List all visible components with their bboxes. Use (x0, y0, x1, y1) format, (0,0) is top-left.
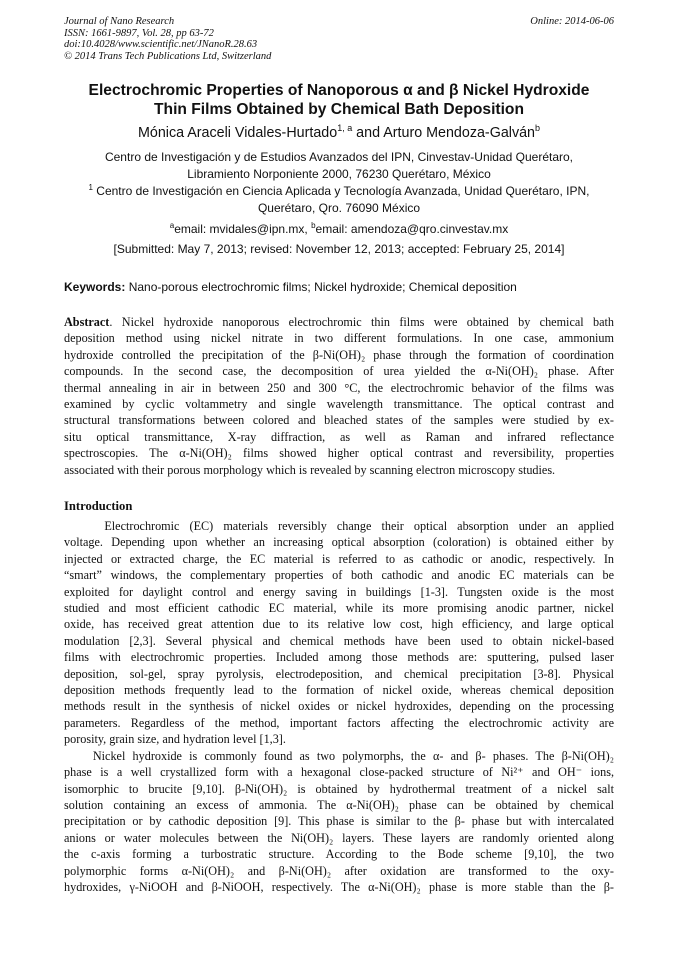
copyright-line: © 2014 Trans Tech Publications Ltd, Switzerland (64, 50, 272, 62)
intro-line: Nickel hydroxide is commonly found as two polymorphs, the α- and β- phases. The β-Ni(OH)₂ (64, 748, 614, 763)
email-a: email: mvidales@ipn.mx, (174, 222, 312, 236)
intro-line: exploited for daylight control and energy saving in buildings [1-3]. Tungsten oxide is the most (64, 584, 614, 599)
affiliation-2-marker: 1 (88, 183, 93, 192)
abstract (64, 314, 614, 478)
intro-line: phase is a well crystallized form with a hexagonal close-packed structure of Ni²⁺ and OH⁻ ions, (64, 765, 614, 780)
intro-line: oxide, has received great attention due to its relative low cost, high efficiency, and large optical (64, 617, 614, 632)
affiliation-1-line-2: Libramiento Norponiente 2000, 76230 Querétaro, México (187, 167, 491, 181)
author-conjunction: and (352, 125, 384, 141)
abstract-line: deposition method using nickel nitrate in two different formulations. In one case, ammonium (64, 331, 614, 346)
keywords-label: Keywords: (64, 280, 126, 294)
author-2: Arturo Mendoza-Galván (383, 125, 535, 141)
email-b-marker: b (311, 221, 316, 230)
affiliation-2-line-2: Querétaro, Qro. 76090 México (257, 201, 421, 215)
email-b: email: amendoza@qro.cinvestav.mx (315, 222, 509, 236)
intro-line: porosity, grain size, and hydration level [1,3]. (64, 732, 286, 747)
intro-line: “smart” windows, the complementary properties of both cathodic and anodic EC materials can be (64, 568, 614, 583)
author-1: Mónica Araceli Vidales-Hurtado (137, 125, 338, 141)
intro-line: polymorphic forms α-Ni(OH)₂ and β-Ni(OH)₂ after oxidation are transformed to the oxy- (64, 863, 614, 878)
intro-line: isomorphic to brucite [9,10]. β-Ni(OH)₂ is obtained by hydrothermal treatment of a nickel salt (64, 781, 614, 796)
affiliation-2-line-1: Centro de Investigación en Ciencia Aplicada y Tecnología Avanzada, Unidad Querétaro, IPN, (92, 184, 590, 198)
intro-line: Electrochromic (EC) materials reversibly change their optical absorption under an applied (64, 519, 614, 533)
email-line (60, 221, 618, 238)
section-heading-introduction: Introduction (64, 499, 133, 513)
doi-line: doi:10.4028/www.scientific.net/JNanoR.28.63 (64, 39, 258, 50)
title-line-1: Electrochromic Properties of Nanoporous α and β Nickel Hydroxide (88, 82, 590, 99)
intro-line: hydroxides, γ-NiOOH and β-NiOOH, respectively. The α-Ni(OH)₂ phase is more stable than the β- (64, 879, 614, 894)
intro-line: parameters. Regardless of the method, important factors affecting the electrochromic activity are (64, 715, 614, 730)
abstract-line: spectroscopies. The α-Ni(OH)₂ films showed higher optical contrast and reversibility, properties (64, 446, 614, 461)
abstract-line: compounds. In the second case, the decomposition of urea yielded the α-Ni(OH)₂ phase. After (64, 364, 614, 379)
abstract-line: examined by cyclic voltammetry and single wavelength transmittance. The optical contrast and (64, 397, 614, 412)
intro-line: precipitation or by cathodic deposition [9]. This phase is similar to the β- phase but with intercalated (64, 814, 614, 829)
introduction-text (64, 518, 614, 895)
abstract-label: Abstract (64, 315, 110, 329)
journal-header (64, 16, 271, 62)
abstract-line: structural transformations between colored and bleached states of the samples were studied by ex- (64, 413, 614, 428)
intro-line: injected or extracted charge, the EC material is referred to as cathodic or anodic, respectively. In (64, 551, 614, 566)
intro-line: films with electrochromic properties. Included among those methods are: sputtering, pulsed laser (64, 650, 614, 665)
intro-line: modulation [2,3]. Several physical and chemical methods have been used to obtain nickel-based (64, 633, 614, 648)
intro-line: deposition, sol-gel, spray pyrolysis, electrodeposition, and chemical precipitation [3-8]. Physical (64, 666, 614, 681)
title-line-2: Thin Films Obtained by Chemical Bath Deposition (154, 101, 524, 118)
abstract-line: situ optical transmittance, X-ray diffraction, as well as Raman and infrared reflectance (64, 429, 614, 444)
email-a-marker: a (169, 221, 175, 230)
intro-line: voltage. Depending upon whether an increasing optical absorption (coloration) is obtained either by (64, 535, 614, 550)
intro-line: methods result in the synthesis of nickel oxides or nickel hydroxides, depending on the processing (64, 699, 614, 714)
intro-line: studied and most efficient cathodic EC material, while its more promising anodic partner, nickel (64, 601, 614, 616)
author-2-affiliation: b (535, 123, 541, 133)
paper-title (40, 81, 638, 119)
submission-dates: [Submitted: May 7, 2013; revised: November 12, 2013; accepted: February 25, 2014] (113, 242, 565, 256)
abstract-line: associated with their porous morphology which is revealed by scanning electron microscopy studies. (64, 462, 556, 477)
affiliation-1 (60, 149, 618, 183)
author-1-affiliation: 1, a (337, 123, 353, 133)
intro-line: anions or water molecules between the Ni(OH)₂ layers. These layers are randomly oriented along (64, 830, 614, 845)
affiliation-1-line-1: Centro de Investigación y de Estudios Avanzados del IPN, Cinvestav-Unidad Querétaro, (104, 150, 574, 164)
keywords (64, 279, 624, 295)
abstract-line: hydroxide controlled the precipitation of the β-Ni(OH)₂ phase through the formation of coordination (64, 347, 614, 362)
intro-line: solution containing an excess of ammonia. The α-Ni(OH)₂ phase can be obtained by chemical (64, 797, 614, 812)
journal-name: Journal of Nano Research (64, 16, 175, 27)
online-date: Online: 2014-06-06 (530, 16, 614, 27)
abstract-line: thermal annealing in air in between 250 and 300 °C, the electrochromic behavior of the films was (64, 380, 614, 395)
author-list (40, 125, 638, 142)
abstract-line: . Nickel hydroxide nanoporous electrochromic thin films were obtained by chemical bath (109, 315, 614, 329)
intro-line: the c-axis forming a turbostratic structure. According to the Bode scheme [9,10], the two (64, 847, 614, 862)
keywords-text: Nano-porous electrochromic films; Nickel hydroxide; Chemical deposition (125, 280, 517, 294)
issn-line: ISSN: 1661-9897, Vol. 28, pp 63-72 (64, 27, 214, 39)
affiliation-2 (60, 183, 618, 217)
intro-line: deposition methods frequently lead to the formation of nickel oxide, whereas chemical deposition (64, 683, 614, 698)
